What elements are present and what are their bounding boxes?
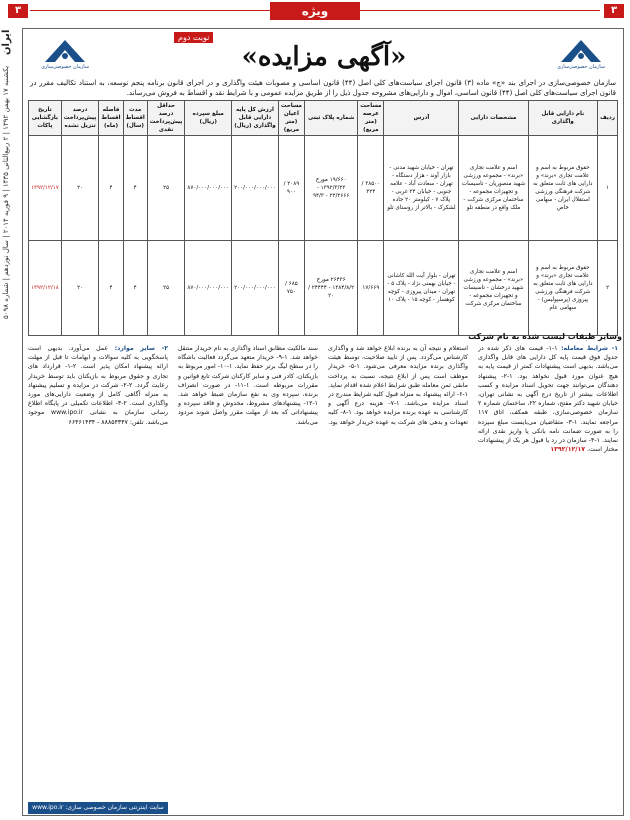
col-header: نام دارایی قابل واگذاری	[528, 101, 598, 136]
text-columns	[28, 344, 618, 804]
cell-deposit: ۸۷۰/۰۰۰/۰۰۰/۰۰۰	[185, 136, 232, 241]
column-body: استعلام و نتیجه آن به برنده ابلاغ خواهد شد و واگذاری کارشناس می‌گردد. پس از تایید صلاحیت، توسط هیئت واگذاری برنده مزایده معرفی می‌شود. ۱-۵- خریدار موظف است پس از ابلاغ نتیجه، نسبت به پرداخت مابقی ثمن معامله طبق شرایط اعلام شده اقدام نماید. ۱-۶- ارائه پیشنهاد به منزله قبول کلیه شرایط مندرج در اسناد مزایده می‌باشد. ۱-۷- هزینه درج آگهی و کارشناسی به عهده برنده مزایده خواهد بود. ۱-۸- کلیه تعهدات و بدهی های شرکت به عهده خریدار خواهد بود.	[328, 345, 468, 426]
col-header: آدرس	[384, 101, 459, 136]
cell-plate: ۲۶۴۳۶ مورخ ۱۳۸۴/۸/۲ - ۲۴۴۴۴ / ۲۰	[305, 241, 358, 336]
cell-area: ۱۷/۶۶۹	[358, 241, 384, 336]
text-column-2	[328, 344, 468, 804]
cell-pct: ۲۰	[61, 241, 99, 336]
cell-plate: ۱۹/۶۶۰ مورخ ۱۳۹۲/۳/۲۲ - ۲۲/۲۶۶۶ - ۹۴/۳	[305, 136, 358, 241]
ad-title: «آگهی مزایده»	[241, 42, 407, 72]
cell-name: حقوق مربوط به اسم و علامت تجاری «برند» و دارایی های ثابت متعلق به شرکت فرهنگی ورزشی پیروزی (پرسپولیس) - سهامی عام	[528, 241, 598, 336]
column-body: ۱-۱- قیمت های ذکر شده در جدول فوق قیمت پایه کل دارایی های قابل واگذاری می‌باشد. بدیهی است پیشنهادات کمتر از قیمت پایه به هیچ عنوان مورد قبول نخواهد بود. ۱-۲- پیشنهاد دهندگان می‌توانند جهت تحویل اسناد مزایده و کسب اطلاعات بیشتر از تاریخ درج آگهی به نشانی تهران، خیابان شهید دکتر مفتح، شماره ۲۲، ساختمان شماره ۲ سازمان خصوصی‌سازی، طبقه همکف، اتاق ۱۱۷ مراجعه نمایند. ۱-۳- متقاضیان می‌بایست مبلغ سپرده را به صورت ضمانت نامه بانکی یا واریز نقدی ارائه نمایند. ۱-۴- سازمان در رد یا قبول هر یک از پیشنهادات مختار است.	[478, 345, 618, 454]
title-box	[184, 40, 464, 74]
cell-date: ۱۳۹۲/۱۲/۱۸	[29, 241, 62, 336]
cell-deposit: ۸۷۰/۰۰۰/۰۰۰/۰۰۰	[185, 241, 232, 336]
cell-name: حقوق مربوط به اسم و علامت تجاری «برند» و دارایی های ثابت متعلق به شرکت فرهنگی ورزشی استقلال ایران - سهامی خاص	[528, 136, 598, 241]
text-column-4	[28, 344, 168, 804]
column-heading: ۱- شرایط معامله:	[561, 345, 618, 352]
col-header: مبلغ سپرده (ریال)	[185, 101, 232, 136]
cell-address: تهران - بلوار آیت الله کاشانی - خیابان بهمنی نژاد - پلاک ۵ - تهران - میدان پیروزی - کوچه کوهسار - کوچه ۱۵ - پلاک ۱۰	[384, 241, 459, 336]
column-heading: ۲- سایر موارد:	[114, 345, 168, 352]
cell-building: ۲۰۸۹ / ۹۰۰	[278, 136, 304, 241]
cell-no: ۲	[598, 241, 618, 336]
cell-pct: ۲۰	[61, 136, 99, 241]
page-number-left: ۳	[8, 4, 28, 18]
highlight-date: ۱۳۹۲/۱۲/۱۷	[550, 446, 586, 454]
cell-specs: اسم و علامت تجاری «برند» - مجموعه ورزشی شهید منصوریان - تاسیسات و تجهیزات مجموعه - ساختمان مرکزی شرکت - ملک واقع در منطقه تلو	[459, 136, 528, 241]
column-body: سند مالکیت مطابق اسناد واگذاری به نام خریدار منتقل خواهد شد. ۱-۹- خریدار متعهد می‌گردد فعالیت باشگاه را در سطح لیگ برتر حفظ نماید. ۱-۱۰- امور مربوط به بازیکنان، کادر فنی و سایر کارکنان شرکت تابع قوانین و مقررات مربوطه است. ۱-۱۱- در صورت انصراف برنده، سپرده وی به نفع سازمان ضبط خواهد شد. ۱-۱۲- پیشنهادهای مشروط، مخدوش و فاقد سپرده و پیشنهاداتی که بعد از مهلت مقرر واصل شوند مردود می‌باشد.	[178, 345, 318, 426]
ipo-emblem-icon	[40, 36, 90, 64]
cell-years: ۴	[123, 136, 147, 241]
conditions-caption: وسایر طبقات لیست شده به نام شرکت	[468, 332, 622, 341]
cell-specs: اسم و علامت تجاری «برند» - مجموعه ورزشی شهید درخشان - تاسیسات و تجهیزات مجموعه - ساختمان مرکزی شرکت	[459, 241, 528, 336]
cell-cash: ۲۵	[147, 241, 185, 336]
cell-months: ۴	[99, 136, 123, 241]
masthead-logo: ایران	[1, 30, 12, 56]
ipo-emblem-icon	[556, 36, 606, 64]
col-header: مدت اقساط (سال)	[123, 101, 147, 136]
issue-info: یکشنبه ۱۷ بهمن ۱۳۹۲ | ۲ ربیع‌الثانی ۱۴۳۵ | ۹ فوریه ۲۰۱۴ | سال نوزدهم | شماره ۵۰۹۸	[2, 66, 10, 320]
cell-area: ۳۸۵۰۰ / ۳۲۴	[358, 136, 384, 241]
cell-address: تهران - خیابان شهید مدنی - بازار آوند - هزار دستگاه - تهران - سعادت آباد - علامه جنوبی - خیابان ۲۴ غربی - پلاک ۷ - کیلومتر ۲۰ جاده لشکرک - بالاتر از روستای تلو	[384, 136, 459, 241]
page-number-right: ۳	[604, 4, 624, 18]
col-header: فاصله اقساط (ماه)	[99, 101, 123, 136]
intro-paragraph: سازمان خصوصی‌سازی در اجرای بند «ج» ماده (۳) قانون اجرای سیاست‌های کلی اصل (۴۴) قانون اساسی و مصوبات هیئت واگذاری و در اجرای قانون برنامه پنجم توسعه، به استناد تکالیف مقرر در قانون اجرای سیاست‌های کلی اصل (۴۴) قانون اساسی، اموال و دارایی‌های مشروحه جدول ذیل را از طریق مزایده عمومی و با شرایط نقد و اقساط به فروش می‌رساند.	[30, 79, 616, 97]
cell-no: ۱	[598, 136, 618, 241]
col-header: حداقل درصد پیش‌پرداخت نقدی	[147, 101, 185, 136]
col-header: مشخصات دارایی	[459, 101, 528, 136]
website-footer[interactable]: سایت اینترنتی سازمان خصوصی سازی: www.ipo.ir	[28, 802, 168, 814]
side-strip	[0, 26, 20, 820]
cell-date: ۱۳۹۲/۱۲/۱۷	[29, 136, 62, 241]
col-header: تاریخ بازگشایی پاکات	[29, 101, 62, 136]
table-row	[29, 136, 618, 241]
cell-value: ۲۰۰/۰۰۰/۰۰۰/۰۰۰	[232, 241, 279, 336]
cell-value: ۲۰۰/۰۰۰/۰۰۰/۰۰۰	[232, 136, 279, 241]
table-header-row	[29, 101, 618, 136]
col-header: ردیف	[598, 101, 618, 136]
section-label: ویژه	[270, 2, 360, 20]
assets-table	[28, 100, 618, 336]
col-header: ارزش کل پایه دارایی قابل واگذاری (ریال)	[232, 101, 279, 136]
table-row	[29, 241, 618, 336]
ipo-logo-left	[30, 36, 100, 76]
cell-cash: ۲۵	[147, 136, 185, 241]
col-header: شماره پلاک ثبتی	[305, 101, 358, 136]
cell-months: ۴	[99, 241, 123, 336]
ipo-logo-right	[546, 36, 616, 76]
cell-building: ۶۸۵ / ۷۵۰	[278, 241, 304, 336]
round-badge: نوبت دوم	[174, 32, 213, 43]
cell-years: ۴	[123, 241, 147, 336]
col-header: مساحت عرصه (متر مربع)	[358, 101, 384, 136]
top-bar	[0, 0, 630, 26]
logo-caption: سازمان خصوصی‌سازی	[556, 64, 606, 70]
column-body: عمل می‌آورد. بدیهی است پاسخگویی به کلیه سوالات و ابهامات تا قبل از مهلت ارائه پیشنهاد امکان پذیر است. ۲-۱- قرارداد های تجاری و حقوق مربوط به بازیکنان باید توسط خریدار رعایت گردد. ۲-۲- شرکت در مزایده و تسلیم پیشنهاد به منزله آگاهی کامل از وضعیت دارایی‌های مورد واگذاری است. ۲-۳- اطلاعات تکمیلی در پایگاه اطلاع رسانی سازمان به نشانی www.ipo.ir موجود می‌باشد. تلفن: ۸۸۸۵۴۳۴۷ - ۶۶۴۶۱۴۳۴	[28, 345, 168, 426]
col-header: درصد پیش‌پرداخت تنزیل نشده	[61, 101, 99, 136]
text-column-3	[178, 344, 318, 804]
logo-caption: سازمان خصوصی‌سازی	[40, 64, 90, 70]
col-header: مساحت اعیان (متر مربع)	[278, 101, 304, 136]
text-column-1	[478, 344, 618, 804]
